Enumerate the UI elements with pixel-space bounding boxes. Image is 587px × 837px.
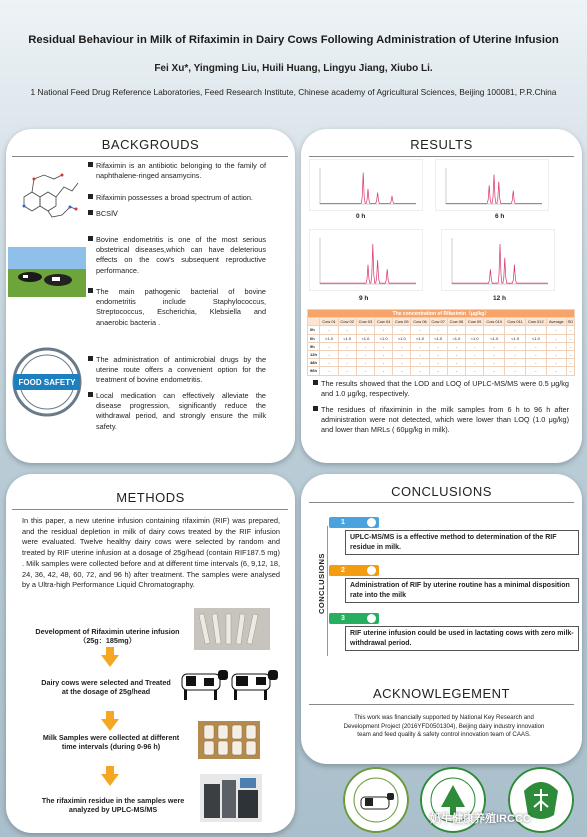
table-cell: - bbox=[411, 359, 429, 367]
table-cell: - bbox=[411, 367, 429, 375]
table-title: The concentration of Rifaximin（μg/kg） bbox=[308, 310, 575, 318]
table-header-cell bbox=[308, 318, 320, 326]
table-cell: - bbox=[505, 326, 526, 334]
table-cell: - bbox=[320, 350, 338, 358]
chart-axis bbox=[320, 168, 416, 204]
table-cell: - bbox=[320, 342, 338, 350]
table-cell: <1.0 bbox=[338, 334, 356, 342]
table-cell: - bbox=[484, 367, 505, 375]
table-cell: - bbox=[429, 359, 447, 367]
table-cell: - bbox=[525, 350, 546, 358]
table-cell: - bbox=[566, 367, 574, 375]
backgrounds-title: BACKGROUDS bbox=[101, 137, 200, 152]
chart-axis bbox=[446, 168, 542, 204]
table-cell: - bbox=[320, 359, 338, 367]
table-cell: - bbox=[411, 350, 429, 358]
conclusion-1: UPLC-MS/MS is a effective method to determination of the RIF residue in milk. bbox=[345, 530, 579, 555]
table-cell: - bbox=[356, 326, 374, 334]
chromatogram-trace bbox=[320, 244, 416, 283]
title-underline bbox=[309, 704, 574, 705]
table-cell: - bbox=[447, 359, 465, 367]
table-cell: - bbox=[429, 350, 447, 358]
table-header-cell: Cow 08 bbox=[447, 318, 465, 326]
table-cell: - bbox=[447, 350, 465, 358]
table-cell: - bbox=[546, 326, 566, 334]
table-header-row bbox=[308, 318, 575, 326]
table-cell: - bbox=[411, 326, 429, 334]
bullet-uterine-route: The administration of antimicrobial drugs by the uterine route offers a convenient option for the treatment of bovine endometritis. bbox=[88, 355, 266, 386]
table-cell: 9h bbox=[308, 342, 320, 350]
table-cell: - bbox=[375, 359, 393, 367]
table-cell: - bbox=[393, 367, 411, 375]
table-cell: - bbox=[505, 350, 526, 358]
table-cell: - bbox=[429, 326, 447, 334]
bullet-rifaximin-family: Rifaximin is an antibiotic belonging to the family of naphthalene-ringed ansamycins. bbox=[88, 161, 266, 181]
bullet-residues: The residues of rifaximinin in the milk samples from 6 h to 96 h after administration were not detected, which were lower than LOQ (1.0 μg/kg) and lower than MRLs ( 60μg/kg in milk). bbox=[313, 405, 569, 436]
table-header-cell: Cow 06 bbox=[411, 318, 429, 326]
table-cell: <1.0 bbox=[393, 334, 411, 342]
conclusion-tab-3: 3 bbox=[329, 613, 379, 624]
table-cell: - bbox=[429, 342, 447, 350]
bullet-broad-spectrum: Rifaximin possesses a broad spectrum of action. bbox=[88, 193, 278, 203]
table-cell: - bbox=[484, 342, 505, 350]
title-underline bbox=[12, 509, 288, 510]
flow-arrow-2 bbox=[101, 719, 119, 731]
chromatogram-trace bbox=[452, 244, 548, 283]
table-cell: - bbox=[393, 359, 411, 367]
side-divider bbox=[327, 526, 328, 656]
circle-icon bbox=[367, 566, 376, 575]
table-cell: - bbox=[466, 350, 484, 358]
table-cell: - bbox=[546, 359, 566, 367]
authors: Fei Xu*, Yingming Liu, Huili Huang, Lingyu Jiang, Xiubo Li. bbox=[154, 63, 433, 74]
bullet-lod-loq: The results showed that the LOD and LOQ of UPLC-MS/MS were 0.5 μg/kg and 1.0 μg/kg, respectively. bbox=[313, 379, 569, 399]
acknowledgement-text: This work was financially supported by National Key Research and Development Project (2016YFD0501304), Beijing dairy industry innovation team and feed quality & safety control innovation team of CAAS. bbox=[343, 714, 545, 739]
table-row bbox=[308, 359, 575, 367]
table-cell: <1.0 bbox=[356, 334, 374, 342]
table-cell: - bbox=[505, 367, 526, 375]
food-safety-stamp-label: FOOD SAFETY bbox=[18, 378, 76, 387]
title-underline bbox=[12, 156, 288, 157]
table-cell: - bbox=[447, 326, 465, 334]
step-analysis: The rifaximin residue in the samples were analyzed by UPLC-MS/MS bbox=[41, 796, 185, 814]
milk-samples-photo bbox=[198, 721, 260, 759]
table-cell: - bbox=[356, 350, 374, 358]
table-cell: 96h bbox=[308, 367, 320, 375]
bullet-bcs: BCSⅣ bbox=[88, 209, 188, 219]
dairy-cows-image bbox=[176, 664, 280, 704]
table-header-cell: Cow 05 bbox=[393, 318, 411, 326]
table-header-cell: Cow 07 bbox=[429, 318, 447, 326]
table-cell: - bbox=[447, 342, 465, 350]
step-sampling: Milk Samples were collected at different time intervals (during 0-96 h) bbox=[42, 733, 180, 751]
table-header-cell: SD bbox=[567, 319, 574, 325]
table-cell: - bbox=[566, 326, 574, 334]
chromatogram-9h bbox=[309, 229, 423, 291]
table-cell: - bbox=[466, 359, 484, 367]
table-cell: - bbox=[356, 359, 374, 367]
table-cell: <1.0 bbox=[466, 334, 484, 342]
table-cell: - bbox=[375, 326, 393, 334]
table-cell: - bbox=[484, 350, 505, 358]
table-cell: 0h bbox=[308, 326, 320, 334]
title-underline bbox=[309, 502, 574, 503]
table-cell: <1.0 bbox=[447, 334, 465, 342]
step-development: Development of Rifaximin uterine infusion （25g：185mg） bbox=[35, 627, 180, 645]
chromatogram-12h bbox=[441, 229, 555, 291]
backgrounds-panel bbox=[6, 129, 295, 463]
conclusions-side-label: CONCLUSIONS bbox=[317, 553, 326, 614]
table-cell: <1.0 bbox=[525, 334, 546, 342]
table-cell: - bbox=[546, 367, 566, 375]
table-cell: - bbox=[525, 326, 546, 334]
table-cell: <1.0 bbox=[411, 334, 429, 342]
cows-field-photo bbox=[8, 247, 86, 297]
watermark: 奶牛健康养殖IRCCC bbox=[430, 813, 531, 825]
table-cell: <1.0 bbox=[320, 334, 338, 342]
table-cell: - bbox=[338, 350, 356, 358]
table-cell: - bbox=[566, 359, 574, 367]
chromatogram-0h bbox=[309, 159, 423, 211]
table-cell: <1.0 bbox=[484, 334, 505, 342]
table-cell: - bbox=[546, 342, 566, 350]
methods-paragraph: In this paper, a new uterine infusion containing rifaximin (RIF) was prepared, and the residual depletion in milk of dairy cows treated by the RIF infusion were evaluated. Twelve healthy dairy cows were selected by random and treated by RIF uterine infusion at a dosage of 25g/head (contain RIF187.5 mg) . Milk samples were collected before and at different time intervals (6, 9,12, 18, 24, 36, 42, 48, 60, 72, and 96 h) after treatment. The samples were analysed by a Ultra-high Performance Liquid Chromatography. bbox=[22, 516, 280, 590]
table-cell: - bbox=[566, 342, 574, 350]
table-cell: <1.0 bbox=[429, 334, 447, 342]
table-row bbox=[308, 367, 575, 375]
chart-axis bbox=[320, 238, 416, 284]
table-cell: - bbox=[320, 367, 338, 375]
table-cell: - bbox=[356, 342, 374, 350]
table-cell: - bbox=[466, 367, 484, 375]
table-cell: - bbox=[411, 342, 429, 350]
table-cell: - bbox=[505, 342, 526, 350]
table-cell: - bbox=[566, 334, 574, 342]
table-cell: <1.0 bbox=[505, 334, 526, 342]
flow-arrow-3 bbox=[101, 774, 119, 786]
table-cell: - bbox=[466, 326, 484, 334]
bullet-local-medication: Local medication can effectively alleviate the disease progression, significantly reduce the withdrawal period, and strongly ensure the milk safety. bbox=[88, 391, 266, 432]
table-cell: - bbox=[338, 326, 356, 334]
table-cell: - bbox=[546, 350, 566, 358]
table-cell: - bbox=[338, 359, 356, 367]
chart-label-12h: 12 h bbox=[493, 295, 507, 302]
circle-icon bbox=[367, 614, 376, 623]
table-cell: - bbox=[393, 350, 411, 358]
table-row bbox=[308, 326, 575, 334]
flow-arrow-1 bbox=[101, 655, 119, 667]
table-cell: - bbox=[525, 342, 546, 350]
uplc-instrument-photo bbox=[200, 774, 262, 822]
table-cell: 12h bbox=[308, 350, 320, 358]
table-header-cell: Cow 03 bbox=[356, 318, 374, 326]
chart-label-9h: 9 h bbox=[359, 295, 369, 302]
conclusion-tab-1: 1 bbox=[329, 517, 379, 528]
table-cell: - bbox=[393, 342, 411, 350]
affiliation: 1 National Feed Drug Reference Laboratories, Feed Research Institute, Chinese academy of Agricultural Sciences, Beijing 100081, P.R.China bbox=[30, 87, 557, 97]
chromatogram-trace bbox=[446, 175, 542, 204]
molecule-structure-image bbox=[14, 167, 86, 221]
conclusions-panel bbox=[301, 474, 582, 764]
conclusion-2: Administration of RIF by uterine routine has a minimal disposition rate into the milk bbox=[345, 578, 579, 603]
table-row bbox=[308, 334, 575, 342]
table-cell: - bbox=[484, 326, 505, 334]
circle-icon bbox=[367, 518, 376, 527]
infusion-tubes-photo bbox=[194, 608, 270, 650]
poster-title: Residual Behaviour in Milk of Rifaximin in Dairy Cows Following Administration of Uterine Infusion bbox=[28, 34, 559, 46]
table-cell: - bbox=[466, 342, 484, 350]
table-header-cell: Cow 010 bbox=[484, 318, 505, 326]
table-cell: - bbox=[484, 359, 505, 367]
table-cell: - bbox=[393, 326, 411, 334]
results-title: RESULTS bbox=[410, 137, 473, 152]
table-cell: <1.0 bbox=[375, 334, 393, 342]
concentration-table bbox=[307, 309, 575, 376]
chart-label-0h: 0 h bbox=[356, 213, 366, 220]
table-cell: 48h bbox=[308, 359, 320, 367]
conclusion-tab-2: 2 bbox=[329, 565, 379, 576]
table-cell: - bbox=[375, 342, 393, 350]
table-cell: - bbox=[447, 367, 465, 375]
bullet-endometritis: Bovine endometritis is one of the most serious obstetrical diseases,which can have deleterious effects on the cow's subsequent reproductive performance. bbox=[88, 235, 266, 276]
table-cell: - bbox=[338, 342, 356, 350]
table-header-cell: Cow 011 bbox=[505, 318, 526, 326]
table-cell: - bbox=[546, 334, 566, 342]
table-cell: - bbox=[525, 367, 546, 375]
table-cell: - bbox=[338, 367, 356, 375]
table-header-cell: Cow 09 bbox=[466, 318, 484, 326]
table-row bbox=[308, 350, 575, 358]
table-cell: 6h bbox=[308, 334, 320, 342]
conclusions-title: CONCLUSIONS bbox=[391, 484, 492, 499]
methods-title: METHODS bbox=[116, 490, 185, 505]
table-row bbox=[308, 342, 575, 350]
table-header-cell: Cow 04 bbox=[375, 318, 393, 326]
table-cell: - bbox=[525, 359, 546, 367]
chart-label-6h: 6 h bbox=[495, 213, 505, 220]
methods-panel bbox=[6, 474, 295, 833]
table-header-cell: Cow 012 bbox=[525, 318, 546, 326]
title-underline bbox=[309, 156, 574, 157]
results-panel bbox=[301, 129, 582, 463]
table-cell: - bbox=[505, 359, 526, 367]
table-cell: - bbox=[320, 326, 338, 334]
bullet-pathogens: The main pathogenic bacterial of bovine endometritis include Staphylococcus, Streptococcus, Escherichia, Klebsiella and anaerobic bacteria . bbox=[88, 287, 266, 328]
table-header-cell: Average bbox=[546, 318, 566, 326]
table-cell: - bbox=[375, 367, 393, 375]
table-header-cell: Cow 02 bbox=[338, 318, 356, 326]
chromatogram-trace bbox=[320, 173, 416, 204]
table-header-cell: Cow 01 bbox=[320, 318, 338, 326]
table-cell: - bbox=[375, 350, 393, 358]
acknowledgement-title: ACKNOWLEGEMENT bbox=[372, 686, 510, 701]
conclusion-3: RIF uterine infusion could be used in lactating cows with zero milk-withdrawal period. bbox=[345, 626, 579, 651]
table-cell: - bbox=[566, 350, 574, 358]
step-treatment: Dairy cows were selected and Treated at the dosage of 25g/head bbox=[41, 678, 171, 696]
table-cell: - bbox=[429, 367, 447, 375]
table-cell: - bbox=[356, 367, 374, 375]
chromatogram-6h bbox=[435, 159, 549, 211]
dairy-cattle-center-logo bbox=[343, 767, 409, 833]
